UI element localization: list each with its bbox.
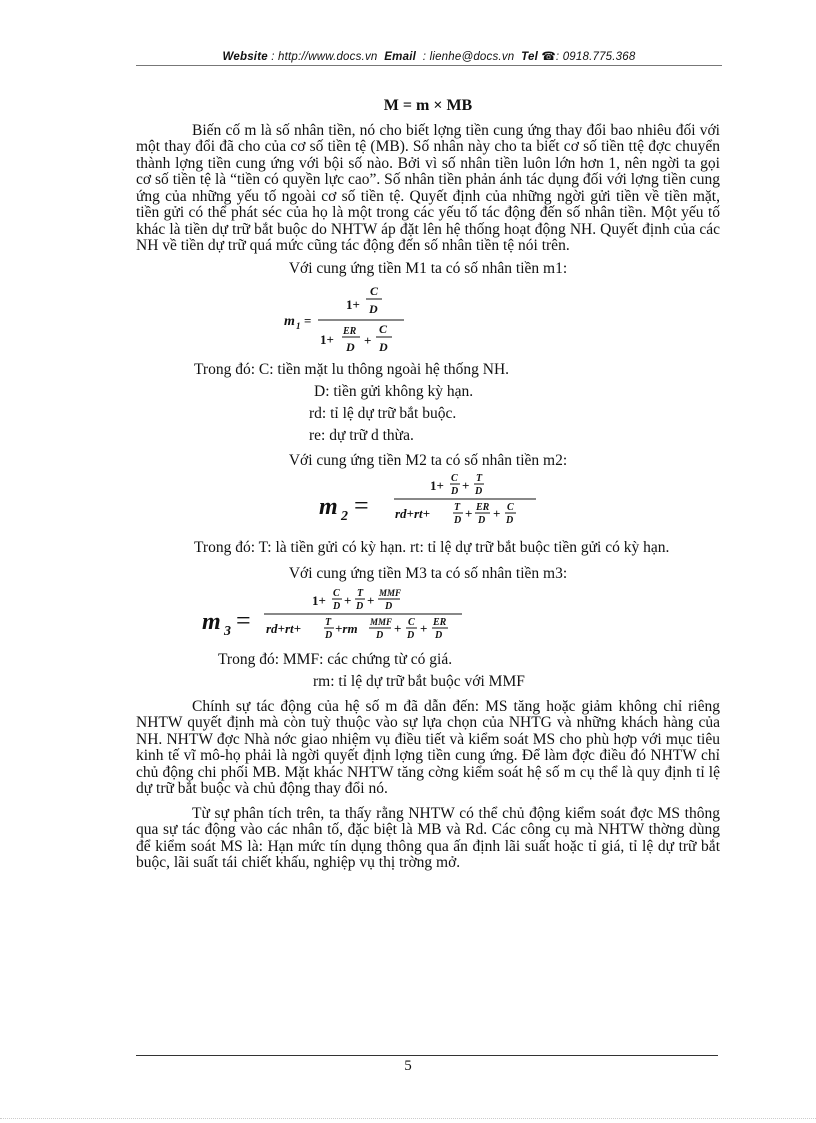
m2-den-er: ER — [476, 501, 490, 513]
m1-den-er: ER — [343, 326, 357, 337]
m1-intro: Với cung ứng tiền M1 ta có số nhân tiền m1: — [288, 259, 568, 277]
m2-definition: Trong đó: T: là tiền gửi có kỳ hạn. rt: tỉ lệ dự trữ bắt buộc tiền gửi có kỳ hạn. — [194, 538, 670, 556]
m2-den-d1: D — [454, 514, 462, 526]
page-content — [136, 98, 720, 872]
m1-den-one: 1+ — [320, 332, 334, 347]
m3-num-d1: D — [333, 600, 341, 612]
m3-num-c: C — [333, 587, 340, 599]
tel-value: : 0918.775.368 — [555, 51, 636, 63]
m1-def-re: re: dự trữ d thừa. — [309, 427, 414, 444]
m3-num-plus1: + — [344, 592, 352, 608]
m3-den-d3: D — [407, 629, 415, 641]
m3-num-plus2: + — [367, 592, 375, 608]
m2-num-c: C — [451, 472, 458, 484]
m3-den-plus1: + — [394, 620, 402, 636]
m1-den-d1: D — [346, 340, 355, 354]
m3-intro: Với cung ứng tiền M3 ta có số nhân tiền m3: — [288, 565, 568, 582]
page-header — [136, 49, 722, 63]
m2-den-plus1: + — [465, 505, 473, 521]
m1-den-d2: D — [379, 340, 388, 354]
m1-den-plus: + — [364, 333, 372, 348]
m3-den-mmf: MMF — [370, 616, 393, 627]
m3-num-t: T — [357, 587, 364, 599]
m3-def-mmf: Trong đó: MMF: các chứng từ có giá. — [218, 650, 453, 668]
m1-den-c: C — [379, 322, 388, 336]
m3-lhs-sub: 3 — [224, 623, 231, 639]
m2-num-t: T — [476, 472, 483, 484]
m2-num-one: 1+ — [430, 477, 444, 493]
m3-num-one: 1+ — [312, 592, 326, 608]
m1-def-rd: rd: tỉ lệ dự trữ bắt buộc. — [309, 405, 457, 422]
m1-lhs: m — [284, 314, 295, 329]
m3-den-rdrt: rd+rt+ — [266, 620, 302, 636]
m3-num-d3: D — [385, 600, 393, 612]
m3-num-mmf: MMF — [379, 587, 402, 598]
m1-num-c: C — [370, 284, 379, 298]
page-bottom-edge — [0, 1118, 816, 1119]
m2-den-d2: D — [478, 514, 486, 526]
m1-definitions — [194, 359, 720, 447]
m3-den-d1: D — [325, 629, 333, 641]
m2-den-rdrt: rd+rt+ — [395, 505, 431, 521]
m1-def-d: D: tiền gửi không kỳ hạn. — [314, 383, 474, 400]
m3-den-d4: D — [435, 629, 443, 641]
paragraph-money-multiplier: Biến cố m là số nhân tiền, nó cho biết lợng tiền cung ứng thay đổi bao nhiêu đối với một thay đổi đã cho của cơ số tiền tệ (MB). Số nhân này cho ta biết cơ số tiền ttệ đợc chuyển thành lợng tiền cung ứng với bội số nào. Bởi vì số nhân tiền luôn lớn hơn 1, nên ngời ta gọi cơ số tiền tệ là “tiền có quyền lực cao”. Số nhân tiền phản ánh tác dụng đối với lợng tiền cung ứng của những yếu tố ngoài cơ số tiền tệ. Quyết định của những ngời gửi tiền về tiền mặt, tiền gửi có thể phát séc của họ là một trong các yếu tố tác động đến số nhân tiền. Một yếu tố khác là tiền dự trữ bắt buộc do NHTW áp đặt lên hệ thống hoạt động NH. Quyết định của các NH về tiền dự trữ quá mức cũng tác động đến số nhân tiền tệ nói trên. — [136, 121, 720, 254]
m1-def-c: C: tiền mặt lu thông ngoài hệ thống NH. — [258, 361, 510, 378]
m1-formula — [136, 279, 720, 359]
m2-eq: = — [354, 490, 369, 520]
header-rule — [136, 65, 722, 66]
m1-lhs-sub: 1 — [296, 321, 301, 331]
m2-den-c: C — [507, 501, 514, 513]
m3-lhs: m — [202, 608, 221, 635]
m2-num-d2: D — [475, 485, 483, 497]
m3-eq: = — [236, 605, 251, 635]
m2-den-plus2: + — [493, 505, 501, 521]
m2-lhs-sub: 2 — [341, 508, 348, 524]
website-value: : http://www.docs.vn — [271, 51, 378, 63]
m3-formula — [136, 585, 720, 647]
m2-den-d3: D — [506, 514, 514, 526]
m2-den-t: T — [454, 501, 461, 513]
m2-formula — [136, 472, 720, 532]
phone-icon: ☎ — [541, 51, 556, 63]
m3-def-rm: rm: tỉ lệ dự trữ bắt buộc với MMF — [313, 672, 525, 690]
paragraph-impact: Chính sự tác động của hệ số m đã dẫn đến: MS tăng hoặc giảm không chỉ riêng NHTW quyết định mà còn tuỳ thuộc vào sự lựa chọn của NHTG và những khách hàng của NH. NHTW đợc Nhà nớc giao nhiệm vụ điều tiết và kiểm soát MS cho phù hợp với mục tiêu kinh tế vĩ mô-họ phải là ngời quyết định lợng tiền cung ứng. Để làm đợc điều đó NHTW chỉ chủ động chi phối MB. Mặt khác NHTW tăng cờng kiểm soát hệ số m cụ thể là quy định tỉ lệ dự trữ bắt buộc và chủ động thay đổi nó. — [136, 697, 720, 797]
m1-def-lead: Trong đó: — [194, 361, 256, 378]
m1-eq: = — [304, 313, 312, 328]
m3-den-rm: +rm — [335, 620, 358, 636]
m3-den-c: C — [408, 616, 415, 628]
m2-num-d: D — [451, 485, 459, 497]
m2-lhs: m — [319, 493, 338, 520]
m3-num-d2: D — [356, 600, 364, 612]
email-label: Email — [384, 51, 416, 63]
m2-num-plus: + — [462, 477, 470, 493]
m3-definitions — [218, 649, 720, 693]
m3-den-plus2: + — [420, 620, 428, 636]
page-number: 5 — [404, 1058, 412, 1074]
m3-den-er: ER — [433, 616, 447, 628]
email-value: : lienhe@docs.vn — [422, 51, 515, 63]
m3-den-t: T — [325, 616, 332, 628]
m3-den-d2: D — [376, 629, 384, 641]
paragraph-conclusion: Từ sự phân tích trên, ta thấy rằng NHTW có thể chủ động kiểm soát đợc MS thông qua sự tác động vào các nhân tố, đặc biệt là MB và Rd. Các công cụ mà NHTW thờng dùng để kiểm soát MS là: Hạn mức tín dụng thông qua ấn định lãi suất hoặc tỉ giá, tỉ lệ dự trữ bắt buộc, lãi suất tái chiết khấu, nghiệp vụ thị trờng mở. — [136, 804, 720, 871]
footer-rule — [136, 1055, 718, 1056]
m2-intro: Với cung ứng tiền M2 ta có số nhân tiền m2: — [288, 452, 568, 469]
main-equation: M = m × MB — [383, 97, 473, 114]
website-label: Website — [222, 51, 268, 63]
m1-num-one: 1+ — [346, 297, 360, 312]
m1-num-d: D — [369, 302, 378, 316]
tel-label: Tel — [521, 51, 538, 63]
